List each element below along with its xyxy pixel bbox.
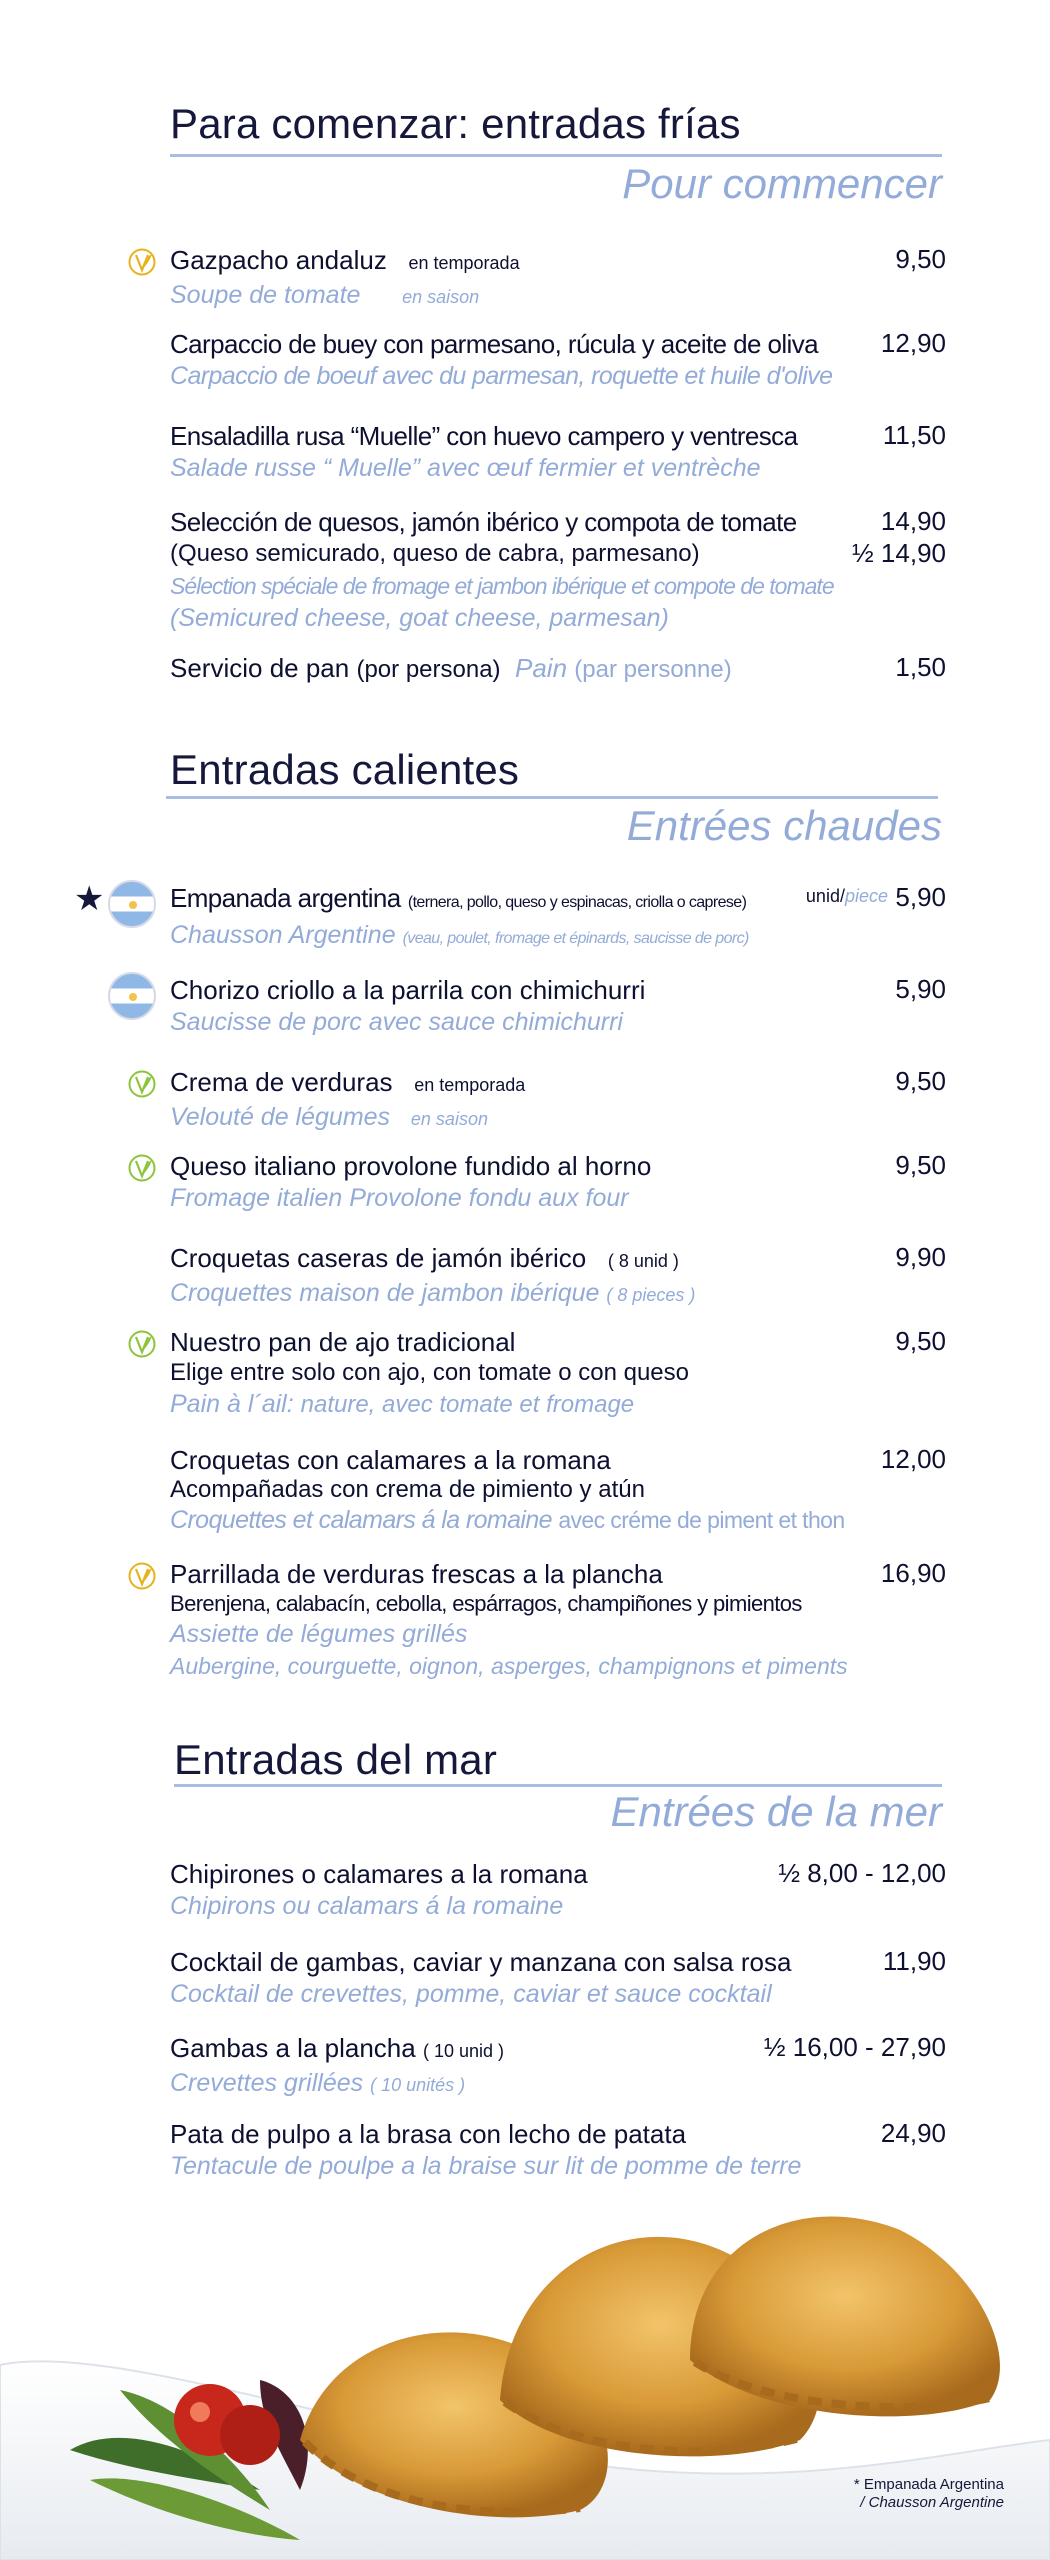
- item-price: 12,90: [880, 328, 946, 358]
- item-price: 11,50: [882, 420, 946, 450]
- item-description-fr: (par personne): [574, 656, 732, 683]
- item-description-fr: (Semicured cheese, goat cheese, parmesan): [170, 604, 669, 632]
- section-rule: [170, 154, 942, 157]
- item-name: Servicio de pan: [170, 653, 350, 683]
- item-name: Pata de pulpo a la brasa con lecho de patata: [170, 2119, 687, 2149]
- item-name-fr: Velouté de légumes: [170, 1103, 391, 1131]
- item-price-half: ½ 14,90: [852, 538, 946, 568]
- item-name: Croquetas caseras de jamón ibérico: [170, 1243, 587, 1273]
- item-price: 9,50: [895, 1150, 946, 1180]
- vegetarian-leaf-icon: [128, 248, 156, 276]
- item-description: Elige entre solo con ajo, con tomate o con queso: [170, 1359, 689, 1386]
- photo-credit: [854, 2476, 1004, 2512]
- item-price: 11,90: [882, 1946, 946, 1976]
- vegetarian-leaf-icon: [128, 1154, 156, 1182]
- item-name-fr: Pain: [515, 653, 568, 683]
- item-description: Acompañadas con crema de pimiento y atún: [170, 1476, 645, 1503]
- item-name: Queso italiano provolone fundido al horno: [170, 1151, 652, 1181]
- item-price: 16,90: [880, 1558, 946, 1588]
- item-name: Parrillada de verduras frescas a la plancha: [170, 1559, 663, 1589]
- item-description-fr: avec créme de piment et thon: [558, 1507, 845, 1533]
- item-name-fr: Sélection spéciale de fromage et jambon ibérique et compote de tomate: [170, 573, 834, 599]
- item-name-fr: Chipirons ou calamars á la romaine: [170, 1892, 564, 1920]
- section-subtitle-sea: Entrées de la mer: [610, 1788, 942, 1835]
- item-name: Ensaladilla rusa “Muelle” con huevo campero y ventresca: [170, 421, 798, 451]
- star-icon: ★: [74, 880, 105, 918]
- item-note: en temporada: [414, 1075, 526, 1095]
- item-name: Croquetas con calamares a la romana: [170, 1445, 611, 1475]
- argentina-flag-icon: [108, 880, 156, 928]
- section-title-hot: Entradas calientes: [170, 746, 520, 793]
- vegetarian-leaf-icon: [128, 1330, 156, 1358]
- item-description: (por persona): [356, 656, 501, 683]
- vegetarian-leaf-icon: [128, 1070, 156, 1098]
- item-name-fr: Crevettes grillées: [170, 2069, 364, 2097]
- menu-item-carpaccio: [170, 328, 946, 392]
- item-price: 9,90: [895, 1242, 946, 1272]
- item-name-fr: Salade russe “ Muelle” avec œuf fermier et ventrèche: [170, 454, 761, 482]
- menu-item-parrillada: [170, 1558, 946, 1682]
- menu-item-croquetas: [170, 1242, 946, 1311]
- item-name: Empanada argentina: [170, 883, 401, 913]
- section-subtitle-cold: Pour commencer: [622, 160, 942, 207]
- section-subtitle-hot: Entrées chaudes: [626, 802, 942, 849]
- menu-item-pan-ajo: [170, 1326, 946, 1421]
- item-description: (Queso semicurado, queso de cabra, parmesano): [170, 540, 700, 567]
- item-price: 9,50: [895, 1066, 946, 1096]
- item-price: 5,90: [895, 882, 946, 912]
- section-title-cold: Para comenzar: entradas frías: [170, 100, 741, 147]
- item-price: 24,90: [880, 2118, 946, 2148]
- item-price: ½ 8,00 - 12,00: [778, 1858, 946, 1888]
- item-name: Selección de quesos, jamón ibérico y compota de tomate: [170, 507, 797, 537]
- item-description-fr: Aubergine, courguette, oignon, asperges, champignons et piments: [170, 1653, 848, 1679]
- menu-item-empanada: [74, 880, 946, 955]
- item-note: en temporada: [408, 253, 520, 273]
- item-description-fr: nature, avec tomate et fromage: [300, 1391, 635, 1418]
- menu-item-crema: [170, 1066, 946, 1135]
- argentina-flag-icon: [108, 972, 156, 1020]
- menu-item-pan: [170, 652, 946, 686]
- unit-label: unid/: [805, 886, 845, 906]
- item-name-fr: Croquettes maison de jambon ibérique: [170, 1279, 600, 1307]
- item-name-fr: Soupe de tomate: [170, 281, 361, 309]
- item-price: 12,00: [880, 1444, 946, 1474]
- menu-item-gazpacho: [170, 244, 946, 313]
- menu-item-ensaladilla: [170, 420, 946, 484]
- empanada: [690, 2216, 1000, 2416]
- menu-item-chorizo: [170, 974, 946, 1038]
- item-name-fr: Cocktail de crevettes, pomme, caviar et sauce cocktail: [170, 1980, 772, 2008]
- item-name: Carpaccio de buey con parmesano, rúcula y aceite de oliva: [170, 329, 818, 359]
- menu-item-cocktail: [170, 1946, 946, 2010]
- item-description: Berenjena, calabacín, cebolla, espárragos, champiñones y pimientos: [170, 1591, 802, 1616]
- menu-item-quesos: [170, 506, 946, 634]
- item-name-fr: Croquettes et calamars á la romaine: [170, 1506, 552, 1534]
- unit-label-fr: piece: [844, 886, 888, 906]
- item-price: 1,50: [895, 652, 946, 682]
- item-price: 5,90: [895, 974, 946, 1004]
- item-note: ( 10 unid ): [422, 2041, 504, 2061]
- item-name: Crema de verduras: [170, 1067, 393, 1097]
- menu-item-provolone: [170, 1150, 946, 1214]
- item-name: Nuestro pan de ajo tradicional: [170, 1327, 516, 1357]
- section-rule: [166, 796, 938, 799]
- item-name-fr: Tentacule de poulpe a la braise sur lit de pomme de terre: [170, 2152, 802, 2180]
- item-note: ( 8 unid ): [607, 1251, 679, 1271]
- item-name: Chipirones o calamares a la romana: [170, 1859, 588, 1889]
- menu-item-gambas: [170, 2032, 946, 2101]
- item-name: Chorizo criollo a la parrila con chimichurri: [170, 975, 646, 1005]
- item-name: Gambas a la plancha: [170, 2033, 416, 2063]
- item-detail: (ternera, pollo, queso y espinacas, criolla o caprese): [407, 894, 747, 911]
- menu-item-calamares: [170, 1444, 946, 1536]
- item-price: 14,90: [880, 506, 946, 536]
- item-note-fr: ( 8 pieces ): [606, 1285, 696, 1305]
- menu-item-chipirones: [170, 1858, 946, 1922]
- item-name-fr: Assiette de légumes grillés: [170, 1620, 468, 1648]
- item-name-fr: Chausson Argentine: [170, 921, 396, 949]
- item-detail-fr: (veau, poulet, fromage et épinards, saucisse de porc): [402, 930, 749, 947]
- item-name: Cocktail de gambas, caviar y manzana con salsa rosa: [170, 1947, 792, 1977]
- item-name-fr: Saucisse de porc avec sauce chimichurri: [170, 1008, 623, 1036]
- item-note-fr: ( 10 unités ): [370, 2075, 466, 2095]
- section-title-sea: Entradas del mar: [174, 1736, 498, 1783]
- item-note-fr: en saison: [410, 1109, 488, 1129]
- credit-es: * Empanada Argentina: [853, 2476, 1004, 2493]
- item-price: 9,50: [895, 1326, 946, 1356]
- section-rule: [174, 1784, 942, 1787]
- item-note-fr: en saison: [402, 287, 480, 307]
- item-name-fr: Fromage italien Provolone fondu aux four: [170, 1184, 629, 1212]
- item-unit: [806, 886, 888, 907]
- item-name-fr: Pain à l´ail:: [170, 1390, 294, 1418]
- item-name: Gazpacho andaluz: [170, 245, 387, 275]
- credit-fr: / Chausson Argentine: [860, 2494, 1004, 2511]
- item-price: ½ 16,00 - 27,90: [763, 2032, 946, 2062]
- vegetarian-leaf-icon: [128, 1562, 156, 1590]
- item-name-fr: Carpaccio de boeuf avec du parmesan, roquette et huile d'olive: [170, 362, 833, 390]
- item-price: 9,50: [895, 244, 946, 274]
